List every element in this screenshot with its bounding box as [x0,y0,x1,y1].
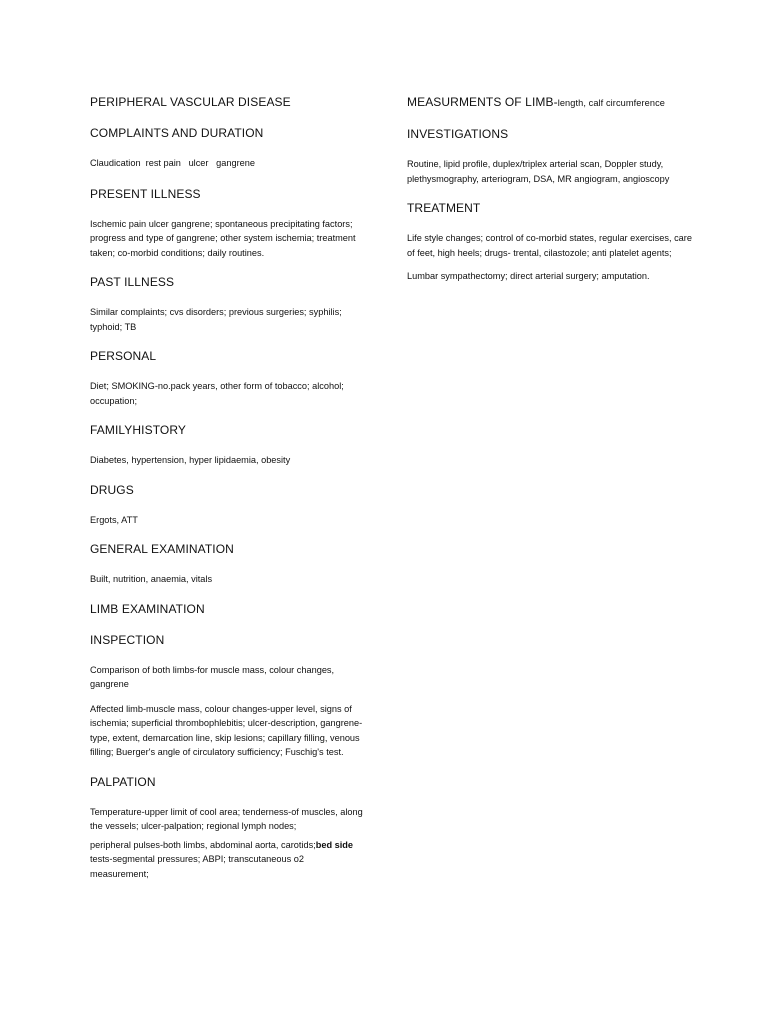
present-illness-text: Ischemic pain ulcer gangrene; spontaneous precipitating factors; progress and type of gangrene; other system ischemia; treatment taken; co-morbid conditions; daily routines. [90,218,356,258]
personal-text: Diet; SMOKING-no.pack years, other form of tobacco; alcohol; occupation; [90,381,344,406]
palpation-pulses-text: peripheral pulses-both limbs, abdominal aorta, carotids; [90,839,316,850]
family-history-text: Diabetes, hypertension, hyper lipidaemia, obesity [90,455,291,465]
treatment-text-lifestyle: Life style changes; control of co-morbid states, regular exercises, care of feet, high heels; drugs- trental, cilastozole; anti platelet agents; [407,233,692,258]
inspection-text-comparison: Comparison of both limbs-for muscle mass, colour changes, gangrene [90,664,335,689]
general-examination-text: Built, nutrition, anaemia, vitals [90,574,213,584]
present-illness-heading: PRESENT ILLNESS [90,186,201,201]
past-illness-heading: PAST ILLNESS [90,275,175,289]
bed-side-bold-text: bed side [315,839,354,850]
investigations-text: Routine, lipid profile, duplex/triplex arterial scan, Doppler study, plethysmography, arteriogram, DSA, MR angiogram, angioscopy [407,159,670,184]
treatment-heading: TREATMENT [407,201,481,215]
right-column [407,94,697,298]
complaints-heading: COMPLAINTS AND DURATION [90,126,264,140]
document-title: PERIPHERAL VASCULAR DISEASE [90,95,291,109]
past-illness-text: Similar complaints; cvs disorders; previous surgeries; syphilis; typhoid; TB [90,307,342,332]
measurements-heading-label: MEASURMENTS OF LIMB- [407,95,558,109]
palpation-text-temperature: Temperature-upper limit of cool area; tenderness-of muscles, along the vessels; ulcer-palpation; regional lymph nodes; [90,806,363,831]
complaints-text: Claudication rest pain ulcer gangrene [90,158,255,168]
measurements-heading [407,94,697,111]
measurements-heading-detail: length, calf circumference [557,98,665,108]
drugs-heading: DRUGS [90,482,134,497]
palpation-heading: PALPATION [90,774,156,789]
investigations-heading: INVESTIGATIONS [407,127,509,141]
palpation-tests-text: tests-segmental pressures; ABPI; transcutaneous o2 measurement; [90,854,304,879]
palpation-text-pulses [90,838,365,882]
drugs-text: Ergots, ATT [90,514,138,525]
personal-heading: PERSONAL [90,349,157,363]
limb-examination-heading: LIMB EXAMINATION [90,601,205,616]
inspection-heading: INSPECTION [90,632,165,647]
left-column [90,94,365,895]
general-examination-heading: GENERAL EXAMINATION [90,542,234,556]
treatment-text-surgery: Lumbar sympathectomy; direct arterial surgery; amputation. [407,271,650,281]
family-history-heading: FAMILYHISTORY [90,423,186,437]
inspection-text-affected-limb: Affected limb-muscle mass, colour changes-upper level, signs of ischemia; superficial thrombophlebitis; ulcer-description, gangrene-type, extent, demarcation line, skip lesions; capillary filling, venous filling; Buerger's angle of circulatory sufficiency; Fuschig's test. [90,703,363,757]
